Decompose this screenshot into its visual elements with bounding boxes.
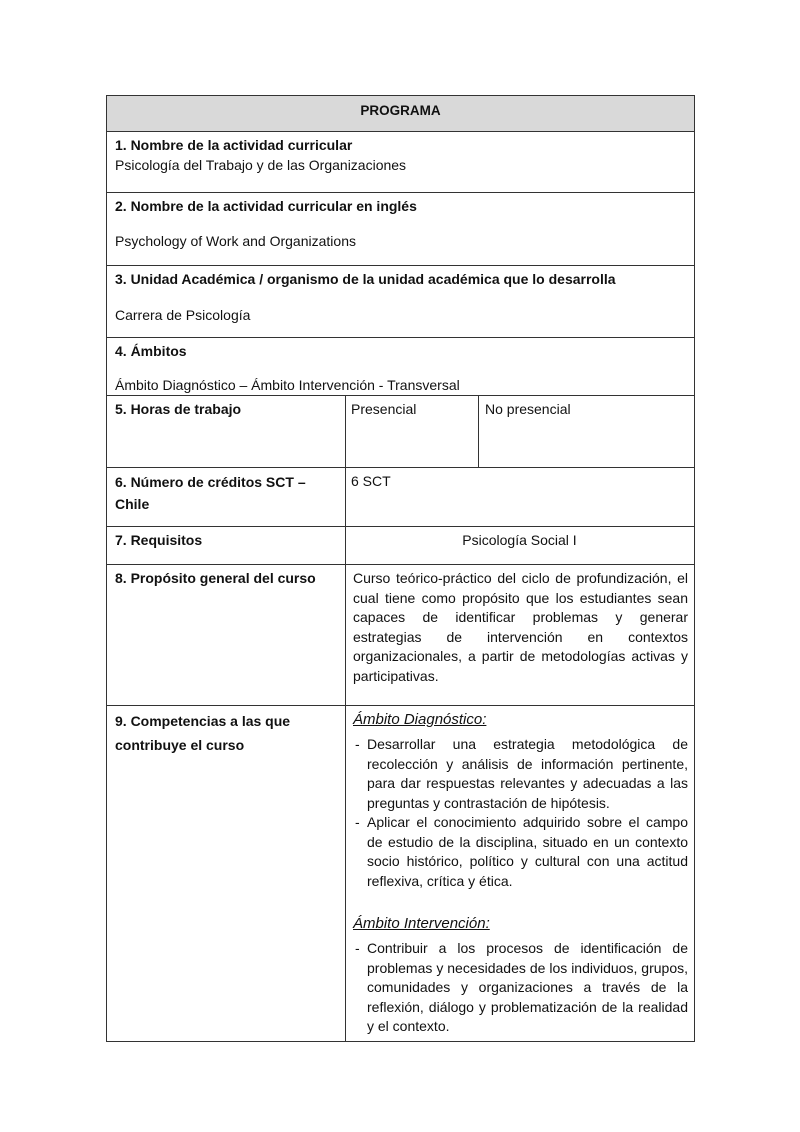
competencies-title-line1: 9. Competencias a las que: [115, 713, 291, 729]
section-title: [109, 706, 345, 1041]
section-value: Ámbito Diagnóstico – Ámbito Intervención - Transversal: [115, 377, 460, 393]
section-work-hours: [107, 396, 694, 468]
section-title: 1. Nombre de la actividad curricular: [115, 137, 353, 153]
program-table: [106, 95, 695, 1042]
requirements-value: Psicología Social I: [462, 532, 577, 548]
section-scopes: [107, 338, 694, 396]
section-academic-unit: [107, 266, 694, 338]
competencies-content: [345, 706, 694, 1041]
hours-presencial-label: Presencial: [351, 401, 417, 417]
section-title: 5. Horas de trabajo: [115, 401, 242, 417]
section-title: 8. Propósito general del curso: [115, 570, 316, 586]
program-header: [107, 96, 694, 132]
list-item: - Aplicar el conocimiento adquirido sobre el campo de estudio de la disciplina, situado en un contexto socio histórico, político y cultural con una actitud reflexiva, crítica y ética.: [353, 813, 688, 891]
diagnostic-list: [353, 735, 688, 891]
section-title: 2. Nombre de la actividad curricular en inglés: [115, 198, 417, 214]
diagnostic-heading: Ámbito Diagnóstico:: [353, 711, 487, 728]
intervention-list: [353, 939, 688, 1037]
credits-title-line2: Chile: [115, 496, 150, 512]
section-title: 3. Unidad Académica / organismo de la unidad académica que lo desarrolla: [115, 271, 616, 287]
section-title: 4. Ámbitos: [115, 343, 187, 359]
competencies-title-line2: contribuye el curso: [115, 737, 245, 753]
intervention-heading: Ámbito Intervención:: [353, 915, 490, 932]
list-item: - Desarrollar una estrategia metodológica de recolección y análisis de información pertinente, para dar respuestas relevantes y adecuadas a las preguntas y contrastación de hipótesis.: [353, 735, 688, 813]
credits-title-line1: 6. Número de créditos SCT –: [115, 474, 306, 490]
section-competencies: [107, 706, 694, 1041]
credits-value: 6 SCT: [351, 473, 391, 489]
section-value: Carrera de Psicología: [115, 307, 251, 323]
hours-no-presencial-label: No presencial: [485, 401, 571, 417]
section-course-name: [107, 132, 694, 193]
section-title: 7. Requisitos: [115, 532, 203, 548]
section-general-purpose: [107, 565, 694, 706]
section-title: [109, 468, 345, 526]
list-item: - Contribuir a los procesos de identificación de problemas y necesidades de los individuos, grupos, comunidades y organizaciones a través de la reflexión, diálogo y problematización de la realidad y el contexto.: [353, 939, 688, 1037]
section-value: Psicología del Trabajo y de las Organizaciones: [115, 157, 407, 173]
section-requirements: [107, 527, 694, 565]
section-course-name-english: [107, 193, 694, 266]
program-title: PROGRAMA: [360, 103, 441, 118]
section-value: Psychology of Work and Organizations: [115, 233, 356, 249]
purpose-text: Curso teórico-práctico del ciclo de profundización, el cual tiene como propósito que los estudiantes sean capaces de identificar problemas y generar estrategias de intervención en contextos organizacionales, a partir de metodologías activas y participativas.: [353, 570, 688, 684]
section-credits: [107, 468, 694, 527]
